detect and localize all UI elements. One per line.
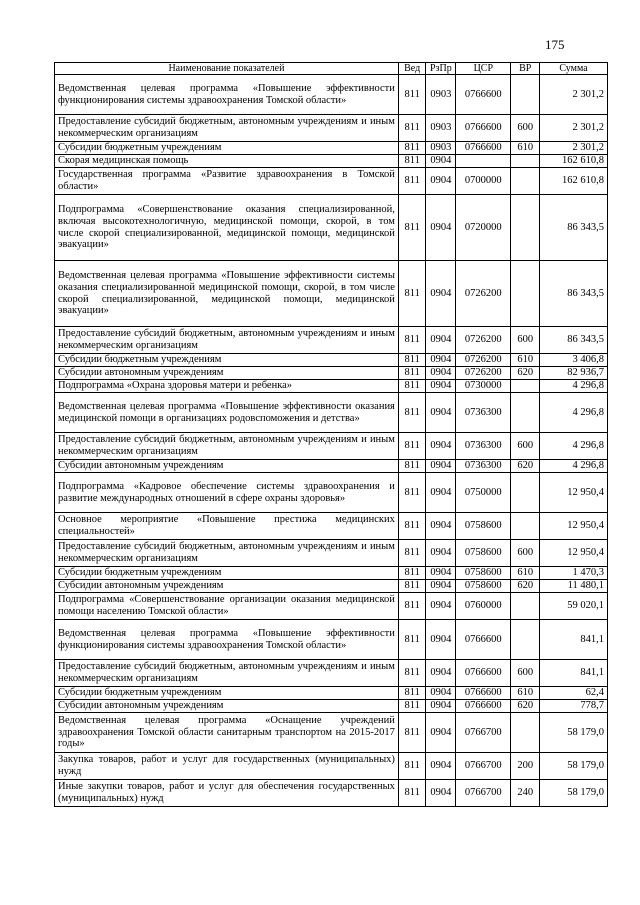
cell-csr: 0730000	[456, 380, 511, 393]
cell-name: Ведомственная целевая программа «Оснащение учреждений здравоохранения Томской области санитарным транспортом на 2015-2017 годы»	[55, 713, 399, 753]
cell-vr: 600	[511, 540, 540, 567]
cell-vr: 240	[511, 780, 540, 807]
cell-rzpr: 0904	[426, 700, 456, 713]
cell-sum: 778,7	[540, 700, 608, 713]
cell-ved: 811	[398, 700, 426, 713]
table-row	[55, 354, 608, 367]
cell-csr: 0766700	[456, 713, 511, 753]
cell-sum: 3 406,8	[540, 354, 608, 367]
cell-name: Предоставление субсидий бюджетным, автономным учреждениям и иным некоммерческим организациям	[55, 540, 399, 567]
cell-csr: 0758600	[456, 513, 511, 540]
cell-ved: 811	[398, 580, 426, 593]
cell-csr: 0758600	[456, 567, 511, 580]
cell-csr: 0766600	[456, 142, 511, 155]
table-row	[55, 687, 608, 700]
cell-csr: 0726200	[456, 354, 511, 367]
cell-name: Ведомственная целевая программа «Повышение эффективности функционирования системы здравоохранения Томской области»	[55, 75, 399, 115]
cell-name: Ведомственная целевая программа «Повышение эффективности функционирования системы здравоохранения Томской области»	[55, 620, 399, 660]
cell-ved: 811	[398, 168, 426, 195]
table-row	[55, 380, 608, 393]
cell-vr: 610	[511, 687, 540, 700]
table-row	[55, 660, 608, 687]
table-body	[55, 75, 608, 807]
cell-vr	[511, 620, 540, 660]
table-row	[55, 168, 608, 195]
table-row	[55, 195, 608, 261]
cell-vr: 620	[511, 580, 540, 593]
cell-rzpr: 0904	[426, 393, 456, 433]
cell-ved: 811	[398, 620, 426, 660]
table-row	[55, 580, 608, 593]
header-sum: Сумма	[540, 63, 608, 75]
cell-sum: 4 296,8	[540, 393, 608, 433]
cell-sum: 2 301,2	[540, 75, 608, 115]
cell-name: Предоставление субсидий бюджетным, автономным учреждениям и иным некоммерческим организациям	[55, 433, 399, 460]
cell-csr: 0736300	[456, 460, 511, 473]
cell-name: Субсидии бюджетным учреждениям	[55, 142, 399, 155]
cell-sum: 62,4	[540, 687, 608, 700]
cell-rzpr: 0904	[426, 473, 456, 513]
cell-sum: 2 301,2	[540, 142, 608, 155]
cell-ved: 811	[398, 473, 426, 513]
cell-sum: 4 296,8	[540, 380, 608, 393]
cell-name: Субсидии бюджетным учреждениям	[55, 687, 399, 700]
cell-vr	[511, 473, 540, 513]
cell-name: Подпрограмма «Совершенствование организации оказания медицинской помощи населению Томской области»	[55, 593, 399, 620]
cell-sum: 1 470,3	[540, 567, 608, 580]
table-row	[55, 460, 608, 473]
budget-table	[54, 62, 608, 807]
cell-csr: 0750000	[456, 473, 511, 513]
cell-name: Субсидии автономным учреждениям	[55, 460, 399, 473]
cell-vr: 610	[511, 142, 540, 155]
cell-vr	[511, 168, 540, 195]
cell-csr: 0758600	[456, 580, 511, 593]
table-row	[55, 513, 608, 540]
cell-sum: 12 950,4	[540, 473, 608, 513]
cell-ved: 811	[398, 115, 426, 142]
header-vr: ВР	[511, 63, 540, 75]
cell-rzpr: 0904	[426, 155, 456, 168]
table-row	[55, 393, 608, 433]
cell-ved: 811	[398, 567, 426, 580]
cell-vr: 600	[511, 115, 540, 142]
cell-vr	[511, 513, 540, 540]
cell-csr: 0766600	[456, 687, 511, 700]
cell-vr: 600	[511, 660, 540, 687]
cell-rzpr: 0904	[426, 195, 456, 261]
table-row	[55, 261, 608, 327]
table-row	[55, 327, 608, 354]
cell-rzpr: 0904	[426, 261, 456, 327]
cell-ved: 811	[398, 780, 426, 807]
cell-vr: 610	[511, 354, 540, 367]
cell-csr: 0758600	[456, 540, 511, 567]
cell-vr	[511, 393, 540, 433]
cell-sum: 86 343,5	[540, 195, 608, 261]
cell-rzpr: 0904	[426, 327, 456, 354]
cell-name: Субсидии бюджетным учреждениям	[55, 354, 399, 367]
cell-vr: 620	[511, 367, 540, 380]
cell-ved: 811	[398, 593, 426, 620]
cell-ved: 811	[398, 75, 426, 115]
cell-csr: 0766700	[456, 780, 511, 807]
table-row	[55, 155, 608, 168]
table-row	[55, 593, 608, 620]
cell-ved: 811	[398, 513, 426, 540]
cell-csr: 0766600	[456, 75, 511, 115]
cell-ved: 811	[398, 367, 426, 380]
cell-name: Субсидии бюджетным учреждениям	[55, 567, 399, 580]
cell-ved: 811	[398, 195, 426, 261]
cell-csr: 0700000	[456, 168, 511, 195]
cell-ved: 811	[398, 354, 426, 367]
cell-name: Закупка товаров, работ и услуг для государственных (муниципальных) нужд	[55, 753, 399, 780]
table-row	[55, 700, 608, 713]
cell-rzpr: 0904	[426, 460, 456, 473]
cell-sum: 12 950,4	[540, 540, 608, 567]
page-number: 175	[545, 37, 565, 52]
cell-rzpr: 0904	[426, 380, 456, 393]
cell-sum: 4 296,8	[540, 460, 608, 473]
table-row	[55, 142, 608, 155]
cell-rzpr: 0904	[426, 753, 456, 780]
cell-csr: 0766700	[456, 753, 511, 780]
cell-vr	[511, 75, 540, 115]
cell-sum: 58 179,0	[540, 780, 608, 807]
cell-name: Иные закупки товаров, работ и услуг для обеспечения государственных (муниципальных) нужд	[55, 780, 399, 807]
cell-csr: 0720000	[456, 195, 511, 261]
cell-ved: 811	[398, 713, 426, 753]
table-row	[55, 473, 608, 513]
header-csr: ЦСР	[456, 63, 511, 75]
cell-vr: 610	[511, 567, 540, 580]
table-row	[55, 433, 608, 460]
cell-vr	[511, 261, 540, 327]
cell-rzpr: 0903	[426, 115, 456, 142]
cell-csr: 0766600	[456, 620, 511, 660]
header-name: Наименование показателей	[55, 63, 399, 75]
cell-rzpr: 0903	[426, 142, 456, 155]
cell-rzpr: 0904	[426, 540, 456, 567]
cell-vr	[511, 195, 540, 261]
cell-csr: 0736300	[456, 433, 511, 460]
cell-ved: 811	[398, 327, 426, 354]
cell-sum: 58 179,0	[540, 753, 608, 780]
table-row	[55, 713, 608, 753]
table-row	[55, 780, 608, 807]
cell-ved: 811	[398, 261, 426, 327]
cell-rzpr: 0903	[426, 75, 456, 115]
cell-ved: 811	[398, 460, 426, 473]
cell-name: Подпрограмма «Кадровое обеспечение системы здравоохранения и развитие международных отношений в сфере охраны здоровья»	[55, 473, 399, 513]
table-row	[55, 540, 608, 567]
cell-name: Предоставление субсидий бюджетным, автономным учреждениям и иным некоммерческим организациям	[55, 115, 399, 142]
cell-vr: 620	[511, 460, 540, 473]
table-row	[55, 620, 608, 660]
cell-sum: 82 936,7	[540, 367, 608, 380]
table-header	[55, 63, 608, 75]
cell-ved: 811	[398, 393, 426, 433]
cell-csr: 0766600	[456, 115, 511, 142]
cell-ved: 811	[398, 660, 426, 687]
cell-name: Государственная программа «Развитие здравоохранения в Томской области»	[55, 168, 399, 195]
cell-rzpr: 0904	[426, 620, 456, 660]
cell-rzpr: 0904	[426, 660, 456, 687]
cell-csr: 0726200	[456, 367, 511, 380]
cell-ved: 811	[398, 155, 426, 168]
cell-vr: 200	[511, 753, 540, 780]
cell-name: Предоставление субсидий бюджетным, автономным учреждениям и иным некоммерческим организациям	[55, 327, 399, 354]
cell-name: Субсидии автономным учреждениям	[55, 367, 399, 380]
cell-name: Основное мероприятие «Повышение престижа медицинских специальностей»	[55, 513, 399, 540]
cell-rzpr: 0904	[426, 513, 456, 540]
cell-sum: 162 610,8	[540, 155, 608, 168]
cell-ved: 811	[398, 540, 426, 567]
cell-name: Субсидии автономным учреждениям	[55, 580, 399, 593]
cell-rzpr: 0904	[426, 593, 456, 620]
cell-vr	[511, 155, 540, 168]
cell-rzpr: 0904	[426, 367, 456, 380]
cell-sum: 4 296,8	[540, 433, 608, 460]
cell-name: Подпрограмма «Охрана здоровья матери и ребенка»	[55, 380, 399, 393]
header-ved: Вед	[398, 63, 426, 75]
cell-ved: 811	[398, 687, 426, 700]
header-rzpr: РзПр	[426, 63, 456, 75]
cell-vr: 620	[511, 700, 540, 713]
cell-sum: 59 020,1	[540, 593, 608, 620]
cell-name: Скорая медицинская помощь	[55, 155, 399, 168]
cell-csr: 0726200	[456, 261, 511, 327]
cell-vr	[511, 380, 540, 393]
cell-name: Предоставление субсидий бюджетным, автономным учреждениям и иным некоммерческим организациям	[55, 660, 399, 687]
cell-sum: 841,1	[540, 660, 608, 687]
cell-csr: 0766600	[456, 660, 511, 687]
cell-sum: 12 950,4	[540, 513, 608, 540]
cell-rzpr: 0904	[426, 567, 456, 580]
cell-name: Ведомственная целевая программа «Повышение эффективности оказания медицинской помощи в организациях родовспоможения и детства»	[55, 393, 399, 433]
cell-ved: 811	[398, 380, 426, 393]
cell-vr: 600	[511, 327, 540, 354]
table-row	[55, 75, 608, 115]
cell-csr: 0726200	[456, 327, 511, 354]
cell-csr: 0760000	[456, 593, 511, 620]
cell-rzpr: 0904	[426, 168, 456, 195]
table-row	[55, 115, 608, 142]
table-row	[55, 367, 608, 380]
cell-sum: 86 343,5	[540, 261, 608, 327]
cell-csr: 0736300	[456, 393, 511, 433]
cell-csr	[456, 155, 511, 168]
cell-sum: 86 343,5	[540, 327, 608, 354]
cell-vr	[511, 713, 540, 753]
cell-sum: 162 610,8	[540, 168, 608, 195]
cell-sum: 2 301,2	[540, 115, 608, 142]
cell-rzpr: 0904	[426, 687, 456, 700]
cell-rzpr: 0904	[426, 354, 456, 367]
table-row	[55, 567, 608, 580]
cell-rzpr: 0904	[426, 713, 456, 753]
cell-sum: 841,1	[540, 620, 608, 660]
cell-vr	[511, 593, 540, 620]
cell-name: Субсидии автономным учреждениям	[55, 700, 399, 713]
cell-csr: 0766600	[456, 700, 511, 713]
table-row	[55, 753, 608, 780]
cell-sum: 11 480,1	[540, 580, 608, 593]
cell-rzpr: 0904	[426, 433, 456, 460]
cell-rzpr: 0904	[426, 780, 456, 807]
cell-sum: 58 179,0	[540, 713, 608, 753]
cell-vr: 600	[511, 433, 540, 460]
cell-name: Подпрограмма «Совершенствование оказания специализированной, включая высокотехнологичную, медицинской помощи, скорой, в том числе скорой специализированной, медицинской помощи, медицинской эвакуации»	[55, 195, 399, 261]
cell-name: Ведомственная целевая программа «Повышение эффективности системы оказания специализированной медицинской помощи, скорой, в том числе скорой специализированной, медицинской помощи, медицинской эвакуации»	[55, 261, 399, 327]
cell-ved: 811	[398, 433, 426, 460]
cell-ved: 811	[398, 753, 426, 780]
cell-rzpr: 0904	[426, 580, 456, 593]
cell-ved: 811	[398, 142, 426, 155]
